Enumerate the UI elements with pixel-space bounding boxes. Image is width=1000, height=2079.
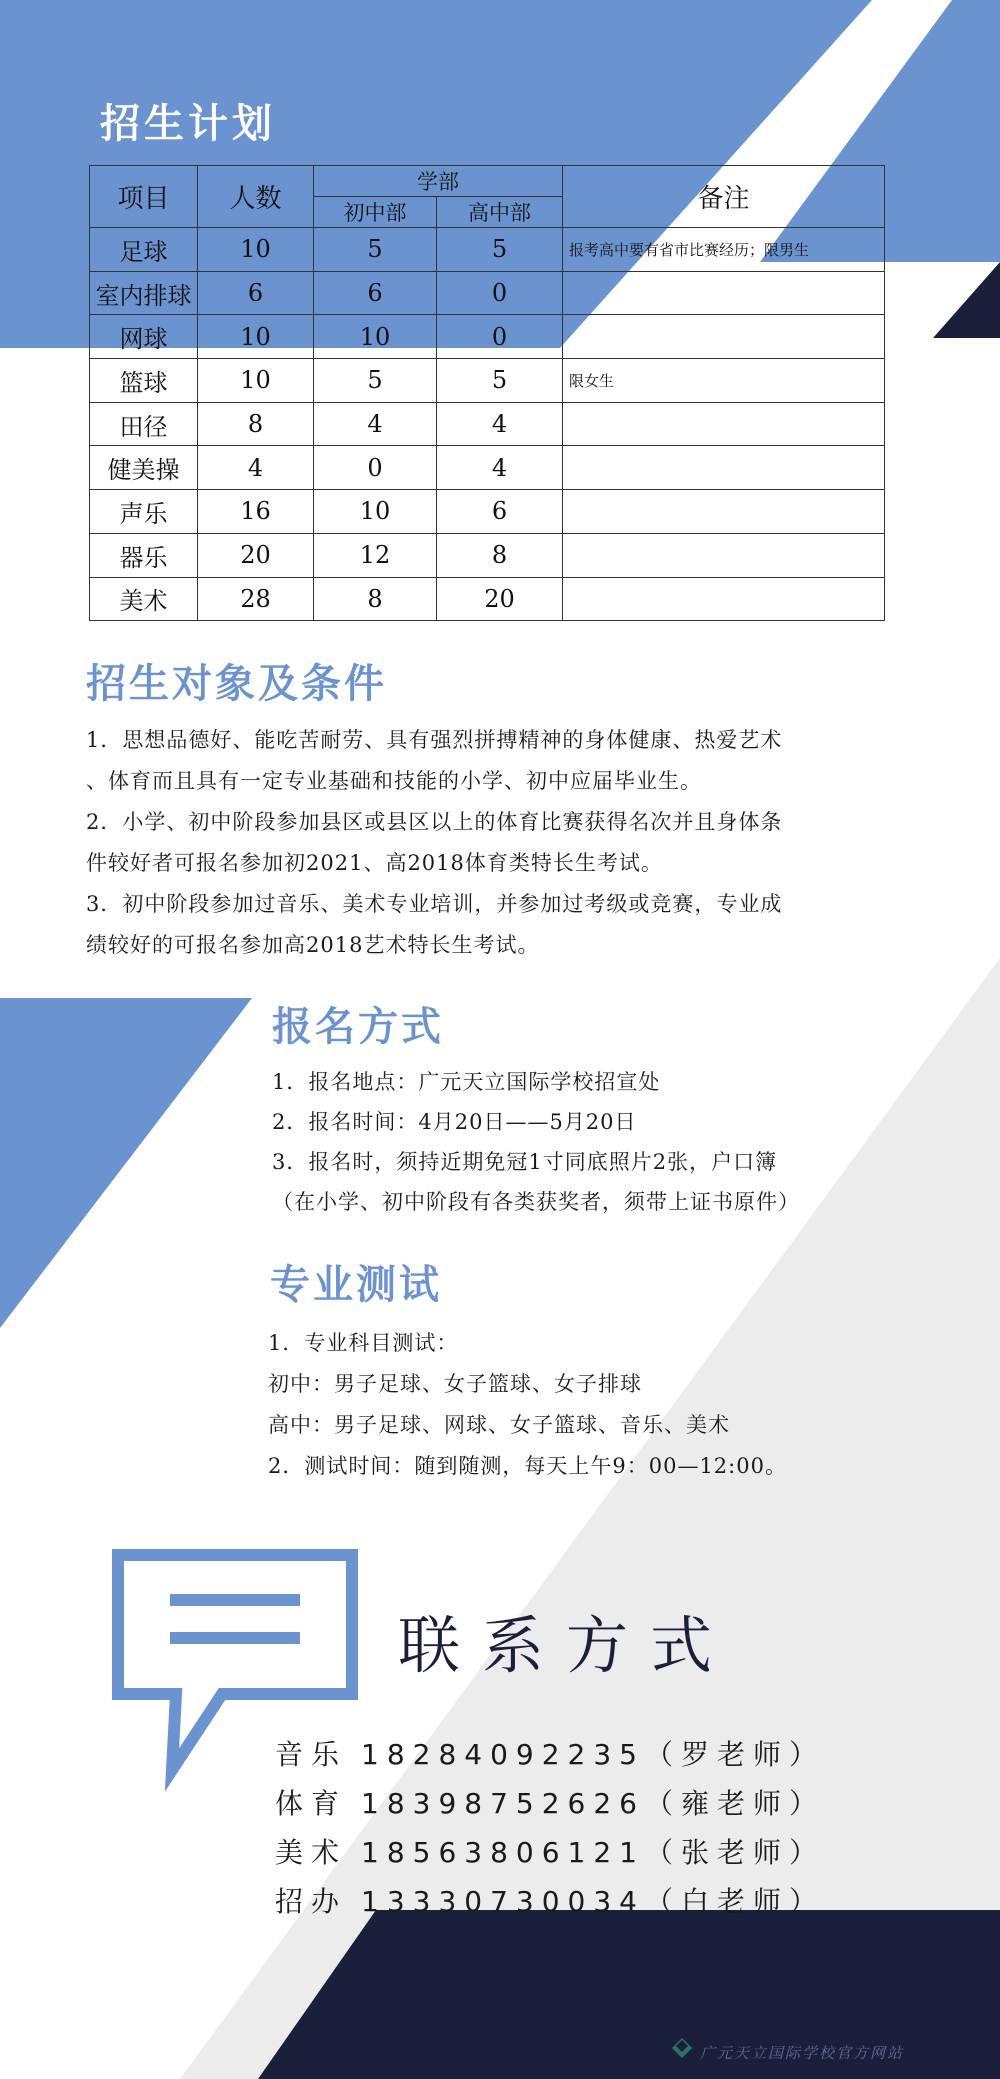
watermark-text: 广元天立国际学校官方网站 <box>700 2044 905 2062</box>
conditions-line: 绩较好的可报名参加高2018艺术特长生考试。 <box>86 933 540 957</box>
conditions-line: 件较好者可报名参加初2021、高2018体育类特长生考试。 <box>86 851 663 875</box>
contact-row <box>275 1828 825 1877</box>
registration-line: 1．报名地点：广元天立国际学校招宣处 <box>272 1070 661 1094</box>
contact-person: （张老师） <box>644 1836 825 1869</box>
cell-item: 足球 <box>90 228 198 272</box>
cell-count: 6 <box>198 271 314 315</box>
cell-junior: 4 <box>314 402 437 446</box>
contact-phone: 18284092235 <box>361 1738 645 1771</box>
cell-senior: 6 <box>437 490 563 534</box>
conditions-title: 招生对象及条件 <box>86 661 387 707</box>
registration-title: 报名方式 <box>272 1004 444 1050</box>
contact-label: 体育 <box>275 1787 348 1820</box>
test-line: 高中：男子足球、网球、女子篮球、音乐、美术 <box>268 1413 730 1437</box>
conditions-line: 2．小学、初中阶段参加县区或县区以上的体育比赛获得名次并且身体条 <box>86 810 783 834</box>
cell-item: 田径 <box>90 402 198 446</box>
cell-senior: 0 <box>437 315 563 359</box>
table-row <box>90 315 885 359</box>
table-row <box>90 271 885 315</box>
test-list <box>268 1323 908 1487</box>
cell-note <box>563 446 885 490</box>
cell-senior: 0 <box>437 271 563 315</box>
contact-row <box>275 1730 825 1779</box>
header-senior: 高中部 <box>437 197 563 228</box>
cell-junior: 5 <box>314 359 437 403</box>
contact-phone: 18563806121 <box>361 1836 645 1869</box>
cell-item: 篮球 <box>90 359 198 403</box>
test-line: 2．测试时间：随到随测，每天上午9：00—12:00。 <box>268 1454 787 1478</box>
cell-item: 器乐 <box>90 533 198 577</box>
registration-line: 3．报名时，须持近期免冠1寸同底照片2张，户口簿 <box>272 1150 778 1174</box>
table-row <box>90 446 885 490</box>
cell-senior: 5 <box>437 359 563 403</box>
header-note: 备注 <box>563 166 885 228</box>
cell-note <box>563 315 885 359</box>
cell-senior: 4 <box>437 402 563 446</box>
header-junior: 初中部 <box>314 197 437 228</box>
cell-junior: 10 <box>314 315 437 359</box>
enrollment-plan-table <box>89 165 885 621</box>
cell-junior: 10 <box>314 490 437 534</box>
test-line: 初中：男子足球、女子篮球、女子排球 <box>268 1372 642 1396</box>
cell-count: 10 <box>198 315 314 359</box>
top-right-navy-triangle <box>933 262 1000 338</box>
header-count: 人数 <box>198 166 314 228</box>
contact-title: 联系方式 <box>398 1609 735 1682</box>
conditions-line: 1．思想品德好、能吃苦耐劳、具有强烈拼搏精神的身体健康、热爱艺术 <box>86 728 783 752</box>
contact-label: 音乐 <box>275 1738 348 1771</box>
contact-phone: 13330730034 <box>361 1885 645 1918</box>
table-row <box>90 490 885 534</box>
cell-note <box>563 490 885 534</box>
registration-list <box>272 1062 912 1222</box>
cell-item: 声乐 <box>90 490 198 534</box>
registration-line: 2．报名时间：4月20日——5月20日 <box>272 1110 637 1134</box>
cell-junior: 0 <box>314 446 437 490</box>
cell-junior: 5 <box>314 228 437 272</box>
cell-count: 10 <box>198 359 314 403</box>
left-blue-triangle <box>0 998 252 1328</box>
cell-senior: 4 <box>437 446 563 490</box>
conditions-list <box>86 720 886 966</box>
contact-person: （雍老师） <box>644 1787 825 1820</box>
cell-count: 20 <box>198 533 314 577</box>
cell-senior: 8 <box>437 533 563 577</box>
registration-line: （在小学、初中阶段有各类获奖者，须带上证书原件） <box>272 1190 800 1214</box>
header-dept: 学部 <box>314 166 563 197</box>
contact-person: （罗老师） <box>644 1738 825 1771</box>
cell-count: 16 <box>198 490 314 534</box>
table-row <box>90 228 885 272</box>
contact-label: 招办 <box>275 1885 348 1918</box>
cell-note: 限女生 <box>563 359 885 403</box>
cell-count: 10 <box>198 228 314 272</box>
contact-row <box>275 1779 825 1828</box>
cell-count: 28 <box>198 577 314 621</box>
test-line: 1．专业科目测试： <box>268 1331 459 1355</box>
cell-junior: 12 <box>314 533 437 577</box>
cell-note <box>563 402 885 446</box>
cell-note <box>563 533 885 577</box>
table-row <box>90 359 885 403</box>
cell-count: 4 <box>198 446 314 490</box>
cell-senior: 5 <box>437 228 563 272</box>
cell-junior: 8 <box>314 577 437 621</box>
table-row <box>90 402 885 446</box>
cell-item: 健美操 <box>90 446 198 490</box>
contact-label: 美术 <box>275 1836 348 1869</box>
cell-note <box>563 271 885 315</box>
cell-junior: 6 <box>314 271 437 315</box>
table-row <box>90 577 885 621</box>
cell-note: 报考高中要有省市比赛经历；限男生 <box>563 228 885 272</box>
contact-phone: 18398752626 <box>361 1787 645 1820</box>
table-row <box>90 533 885 577</box>
cell-senior: 20 <box>437 577 563 621</box>
cell-count: 8 <box>198 402 314 446</box>
contact-list <box>275 1730 825 1926</box>
cell-item: 美术 <box>90 577 198 621</box>
header-item: 项目 <box>90 166 198 228</box>
contact-person: （白老师） <box>644 1885 825 1918</box>
test-title: 专业测试 <box>270 1262 442 1308</box>
contact-row <box>275 1877 825 1926</box>
cell-item: 室内排球 <box>90 271 198 315</box>
cell-note <box>563 577 885 621</box>
conditions-line: 、体育而且具有一定专业基础和技能的小学、初中应届毕业生。 <box>86 769 702 793</box>
plan-title: 招生计划 <box>100 101 276 147</box>
conditions-line: 3．初中阶段参加过音乐、美术专业培训，并参加过考级或竞赛，专业成 <box>86 892 783 916</box>
cell-item: 网球 <box>90 315 198 359</box>
